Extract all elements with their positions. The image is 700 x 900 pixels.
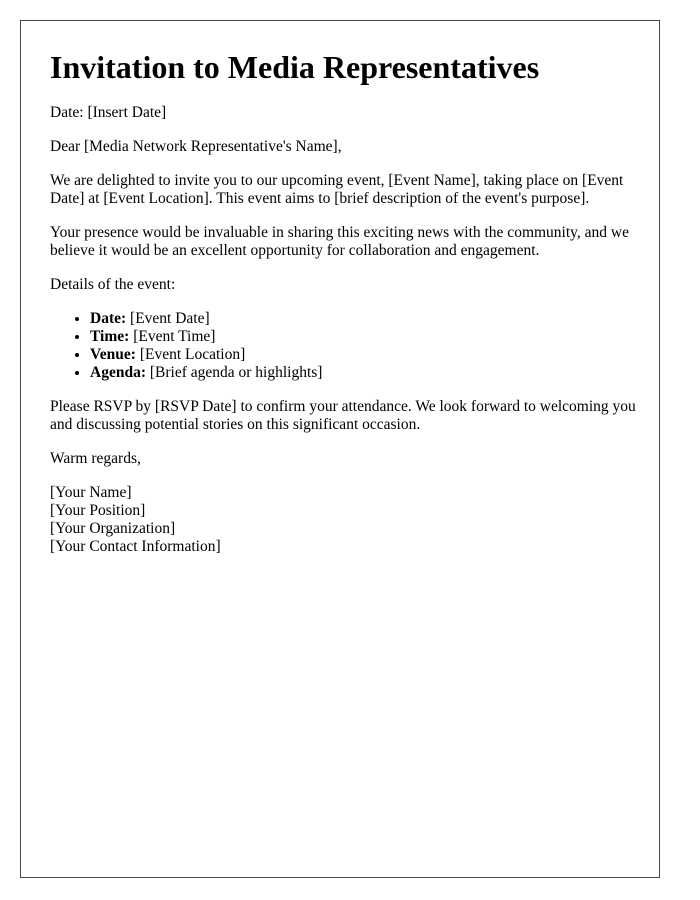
detail-value-time: [Event Time]	[129, 328, 216, 345]
detail-label-date: Date:	[90, 310, 127, 327]
detail-item-venue	[90, 346, 640, 364]
details-intro: Details of the event:	[50, 276, 176, 293]
closing: Warm regards,	[50, 450, 141, 467]
detail-label-agenda: Agenda:	[90, 364, 146, 381]
detail-value-agenda: [Brief agenda or highlights]	[145, 364, 323, 381]
signature-contact: [Your Contact Information]	[50, 538, 221, 555]
detail-value-date: [Event Date]	[126, 310, 210, 327]
detail-item-time	[90, 328, 640, 346]
letter-page	[20, 20, 660, 878]
detail-item-date	[90, 310, 640, 328]
signature-block	[50, 484, 640, 556]
signature-name: [Your Name]	[50, 484, 132, 501]
date-line: Date: [Insert Date]	[50, 104, 167, 121]
rsvp-paragraph: Please RSVP by [RSVP Date] to confirm your attendance. We look forward to welcoming you and discussing potential stories on this significant occasion.	[50, 398, 636, 433]
letter-title: Invitation to Media Representatives	[50, 49, 540, 85]
detail-item-agenda	[90, 364, 640, 382]
signature-organization: [Your Organization]	[50, 520, 176, 537]
invitation-paragraph: We are delighted to invite you to our upcoming event, [Event Name], taking place on [Event Date] at [Event Location]. This event aims to [brief description of the event's purpose].	[50, 172, 624, 207]
signature-position: [Your Position]	[50, 502, 146, 519]
salutation: Dear [Media Network Representative's Name],	[50, 138, 342, 155]
presence-paragraph: Your presence would be invaluable in sharing this exciting news with the community, and we believe it would be an excellent opportunity for collaboration and engagement.	[50, 224, 629, 259]
detail-label-venue: Venue:	[90, 346, 136, 363]
letter-content	[50, 47, 640, 572]
detail-value-venue: [Event Location]	[135, 346, 246, 363]
event-details-list	[50, 310, 640, 382]
detail-label-time: Time:	[90, 328, 130, 345]
